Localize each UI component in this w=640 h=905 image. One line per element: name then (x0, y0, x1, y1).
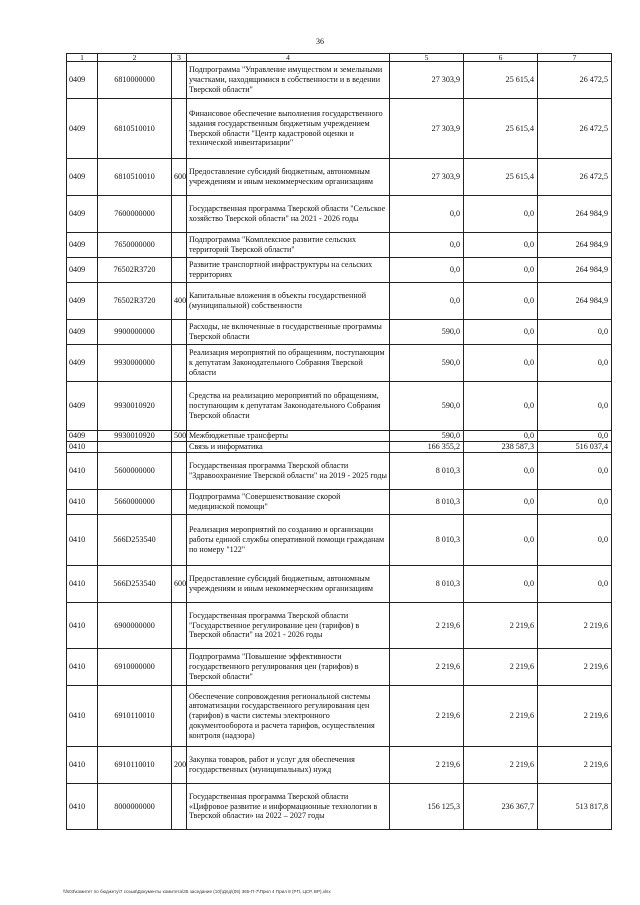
target-article-cell: 9930010920 (98, 431, 172, 442)
expense-type-cell: 600 (172, 159, 187, 196)
expense-type-cell: 200 (172, 747, 187, 784)
amount-col5-cell: 590,0 (390, 320, 464, 345)
table-row (67, 233, 612, 258)
header-cell-7: 7 (538, 54, 612, 62)
expense-type-cell (172, 258, 187, 283)
section-code-cell: 0410 (67, 649, 98, 686)
amount-col6-cell: 2 219,6 (464, 649, 538, 686)
table-row (67, 99, 612, 159)
description-cell: Государственная программа Тверской области "Государственное регулирование цен (тарифов) в Тверской области" на 2021 - 2026 годы (187, 603, 390, 649)
page-number: 36 (316, 37, 324, 46)
section-code-cell: 0410 (67, 515, 98, 566)
target-article-cell: 5600000000 (98, 453, 172, 490)
description-cell: Капитальные вложения в объекты государственной (муниципальной) собственности (187, 283, 390, 320)
description-cell: Государственная программа Тверской области "Сельское хозяйство Тверской области" на 2021 - 2026 годы (187, 196, 390, 233)
amount-col7-cell: 26 472,5 (538, 99, 612, 159)
target-article-cell: 6910000000 (98, 649, 172, 686)
expense-type-cell (172, 233, 187, 258)
description-cell: Подпрограмма "Повышение эффективности государственного регулирования цен (тарифов) в Тверской области" (187, 649, 390, 686)
amount-col5-cell: 590,0 (390, 345, 464, 382)
amount-col6-cell: 236 367,7 (464, 784, 538, 830)
amount-col7-cell: 2 219,6 (538, 686, 612, 747)
amount-col6-cell: 0,0 (464, 566, 538, 603)
target-article-cell: 6910110010 (98, 686, 172, 747)
target-article-cell: 6810000000 (98, 62, 172, 99)
amount-col6-cell: 0,0 (464, 515, 538, 566)
expense-type-cell (172, 442, 187, 453)
description-cell: Подпрограмма "Совершенствование скорой медицинской помощи" (187, 490, 390, 515)
table-row (67, 431, 612, 442)
description-cell: Межбюджетные трансферты (187, 431, 390, 442)
amount-col5-cell: 0,0 (390, 196, 464, 233)
amount-col7-cell: 2 219,6 (538, 649, 612, 686)
amount-col5-cell: 8 010,3 (390, 490, 464, 515)
description-cell: Финансовое обеспечение выполнения государственного задания государственным бюджетным учреждением Тверской области "Центр кадастровой оценки и технической инвентаризации" (187, 99, 390, 159)
section-code-cell: 0410 (67, 747, 98, 784)
amount-col7-cell: 0,0 (538, 453, 612, 490)
table-row (67, 490, 612, 515)
target-article-cell: 6810510010 (98, 159, 172, 196)
description-cell: Государственная программа Тверской области «Цифровое развитие и информационные технологии в Тверской области» на 2022 – 2027 годы (187, 784, 390, 830)
section-code-cell: 0409 (67, 283, 98, 320)
amount-col6-cell: 0,0 (464, 453, 538, 490)
expense-type-cell (172, 784, 187, 830)
amount-col7-cell: 0,0 (538, 345, 612, 382)
amount-col5-cell: 8 010,3 (390, 515, 464, 566)
amount-col5-cell: 27 303,9 (390, 99, 464, 159)
description-cell: Государственная программа Тверской области "Здравоохранение Тверской области" на 2019 - 2025 годы (187, 453, 390, 490)
expense-type-cell (172, 453, 187, 490)
target-article-cell: 566D253540 (98, 566, 172, 603)
section-code-cell: 0410 (67, 490, 98, 515)
amount-col7-cell: 0,0 (538, 490, 612, 515)
header-cell-4: 4 (187, 54, 390, 62)
budget-table (66, 53, 612, 830)
description-cell: Связь и информатика (187, 442, 390, 453)
description-cell: Развитие транспортной инфраструктуры на сельских территориях (187, 258, 390, 283)
table-body (67, 62, 612, 830)
table-row (67, 686, 612, 747)
header-cell-3: 3 (172, 54, 187, 62)
amount-col5-cell: 2 219,6 (390, 686, 464, 747)
table-row (67, 784, 612, 830)
amount-col7-cell: 0,0 (538, 515, 612, 566)
amount-col5-cell: 27 303,9 (390, 62, 464, 99)
section-code-cell: 0409 (67, 196, 98, 233)
header-cell-5: 5 (390, 54, 464, 62)
target-article-cell (98, 442, 172, 453)
amount-col6-cell: 0,0 (464, 382, 538, 431)
amount-col7-cell: 0,0 (538, 566, 612, 603)
expense-type-cell (172, 686, 187, 747)
target-article-cell: 6900000000 (98, 603, 172, 649)
amount-col6-cell: 2 219,6 (464, 747, 538, 784)
target-article-cell: 6910110010 (98, 747, 172, 784)
amount-col5-cell: 166 355,2 (390, 442, 464, 453)
amount-col5-cell: 0,0 (390, 233, 464, 258)
header-cell-2: 2 (98, 54, 172, 62)
table-row (67, 747, 612, 784)
amount-col7-cell: 0,0 (538, 431, 612, 442)
description-cell: Обеспечение сопровождения региональной системы автоматизации государственного регулирования цен (тарифов) в части системы электронного документооборота и расчета тарифов, осуществления контроля (надзора) (187, 686, 390, 747)
amount-col7-cell: 0,0 (538, 320, 612, 345)
target-article-cell: 76502R3720 (98, 283, 172, 320)
expense-type-cell (172, 515, 187, 566)
amount-col7-cell: 2 219,6 (538, 747, 612, 784)
amount-col7-cell: 26 472,5 (538, 62, 612, 99)
section-code-cell: 0410 (67, 453, 98, 490)
table-row (67, 345, 612, 382)
section-code-cell: 0410 (67, 442, 98, 453)
target-article-cell: 9900000000 (98, 320, 172, 345)
amount-col6-cell: 0,0 (464, 258, 538, 283)
amount-col6-cell: 25 615,4 (464, 159, 538, 196)
amount-col7-cell: 264 984,9 (538, 233, 612, 258)
table-row (67, 320, 612, 345)
section-code-cell: 0410 (67, 686, 98, 747)
expense-type-cell (172, 603, 187, 649)
table-row (67, 515, 612, 566)
amount-col6-cell: 0,0 (464, 283, 538, 320)
target-article-cell: 5660000000 (98, 490, 172, 515)
target-article-cell: 7600000000 (98, 196, 172, 233)
header-row (67, 54, 612, 62)
description-cell: Расходы, не включенные в государственные программы Тверской области (187, 320, 390, 345)
amount-col6-cell: 0,0 (464, 320, 538, 345)
amount-col5-cell: 590,0 (390, 382, 464, 431)
amount-col7-cell: 264 984,9 (538, 196, 612, 233)
section-code-cell: 0409 (67, 320, 98, 345)
section-code-cell: 0409 (67, 382, 98, 431)
amount-col7-cell: 513 817,8 (538, 784, 612, 830)
amount-col5-cell: 8 010,3 (390, 566, 464, 603)
target-article-cell: 6810510010 (98, 99, 172, 159)
table-row (67, 62, 612, 99)
amount-col5-cell: 8 010,3 (390, 453, 464, 490)
table-row (67, 603, 612, 649)
amount-col6-cell: 2 219,6 (464, 686, 538, 747)
amount-col7-cell: 2 219,6 (538, 603, 612, 649)
amount-col7-cell: 516 037,4 (538, 442, 612, 453)
amount-col7-cell: 264 984,9 (538, 283, 612, 320)
description-cell: Реализация мероприятий по обращениям, поступающим к депутатам Законодательного Собрания Тверской области (187, 345, 390, 382)
section-code-cell: 0409 (67, 431, 98, 442)
description-cell: Закупка товаров, работ и услуг для обеспечения государственных (муниципальных) нужд (187, 747, 390, 784)
target-article-cell: 8000000000 (98, 784, 172, 830)
amount-col6-cell: 238 587,3 (464, 442, 538, 453)
target-article-cell: 7650000000 (98, 233, 172, 258)
target-article-cell: 9930000000 (98, 345, 172, 382)
description-cell: Предоставление субсидий бюджетным, автономным учреждениям и иным некоммерческим организациям (187, 159, 390, 196)
expense-type-cell (172, 99, 187, 159)
amount-col6-cell: 2 219,6 (464, 603, 538, 649)
amount-col7-cell: 0,0 (538, 382, 612, 431)
section-code-cell: 0409 (67, 233, 98, 258)
target-article-cell: 9930010920 (98, 382, 172, 431)
expense-type-cell: 500 (172, 431, 187, 442)
section-code-cell: 0409 (67, 159, 98, 196)
amount-col7-cell: 26 472,5 (538, 159, 612, 196)
footer-file-path: \\fs03\комитет по бюджету\7 созыв\Документы комитета\35 заседание (10)\Дпд\(06) 365-П-7\Прил 4 Прил 8 (РП, ЦСР, ВР).xlsx (63, 889, 331, 894)
amount-col6-cell: 25 615,4 (464, 99, 538, 159)
amount-col5-cell: 2 219,6 (390, 649, 464, 686)
header-cell-1: 1 (67, 54, 98, 62)
description-cell: Подпрограмма "Управление имуществом и земельными участками, находящимися в собственности и в ведении Тверской области" (187, 62, 390, 99)
table-row (67, 196, 612, 233)
table-row (67, 442, 612, 453)
amount-col6-cell: 0,0 (464, 431, 538, 442)
amount-col6-cell: 25 615,4 (464, 62, 538, 99)
expense-type-cell (172, 196, 187, 233)
amount-col6-cell: 0,0 (464, 490, 538, 515)
amount-col6-cell: 0,0 (464, 233, 538, 258)
amount-col5-cell: 2 219,6 (390, 747, 464, 784)
target-article-cell: 76502R3720 (98, 258, 172, 283)
amount-col5-cell: 0,0 (390, 258, 464, 283)
amount-col5-cell: 590,0 (390, 431, 464, 442)
section-code-cell: 0409 (67, 99, 98, 159)
section-code-cell: 0410 (67, 566, 98, 603)
expense-type-cell: 600 (172, 566, 187, 603)
section-code-cell: 0409 (67, 345, 98, 382)
expense-type-cell (172, 345, 187, 382)
description-cell: Предоставление субсидий бюджетным, автономным учреждениям и иным некоммерческим организациям (187, 566, 390, 603)
table-row (67, 258, 612, 283)
expense-type-cell: 400 (172, 283, 187, 320)
target-article-cell: 566D253540 (98, 515, 172, 566)
description-cell: Реализация мероприятий по созданию и организации работы единой службы оперативной помощи гражданам по номеру "122" (187, 515, 390, 566)
section-code-cell: 0410 (67, 784, 98, 830)
section-code-cell: 0409 (67, 62, 98, 99)
table-row (67, 283, 612, 320)
table-row (67, 649, 612, 686)
table-row (67, 453, 612, 490)
amount-col5-cell: 27 303,9 (390, 159, 464, 196)
amount-col6-cell: 0,0 (464, 196, 538, 233)
amount-col5-cell: 2 219,6 (390, 603, 464, 649)
amount-col5-cell: 156 125,3 (390, 784, 464, 830)
expense-type-cell (172, 62, 187, 99)
description-cell: Подпрограмма "Комплексное развитие сельских территорий Тверской области" (187, 233, 390, 258)
header-cell-6: 6 (464, 54, 538, 62)
table-row (67, 566, 612, 603)
expense-type-cell (172, 320, 187, 345)
expense-type-cell (172, 490, 187, 515)
section-code-cell: 0410 (67, 603, 98, 649)
expense-type-cell (172, 649, 187, 686)
amount-col6-cell: 0,0 (464, 345, 538, 382)
table-row (67, 382, 612, 431)
amount-col5-cell: 0,0 (390, 283, 464, 320)
section-code-cell: 0409 (67, 258, 98, 283)
description-cell: Средства на реализацию мероприятий по обращениям, поступающим к депутатам Законодательного Собрания Тверской области (187, 382, 390, 431)
amount-col7-cell: 264 984,9 (538, 258, 612, 283)
expense-type-cell (172, 382, 187, 431)
table-row (67, 159, 612, 196)
